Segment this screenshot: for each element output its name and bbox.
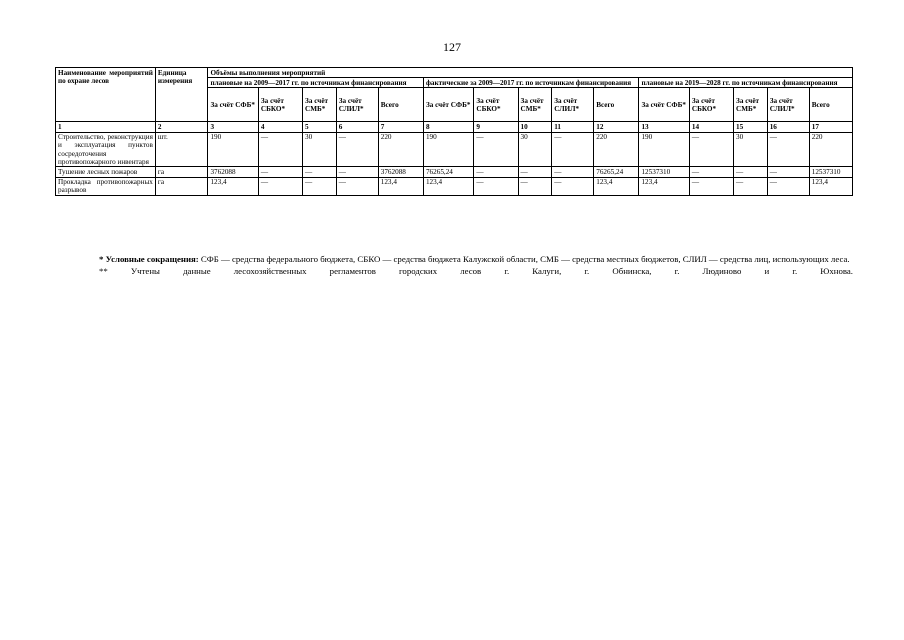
table-cell: — — [474, 132, 518, 167]
table-cell: 220 — [594, 132, 639, 167]
column-number: 11 — [552, 122, 594, 132]
group-header: плановые на 2009—2017 гг. по источникам финансирования — [208, 78, 424, 88]
table-cell: — — [258, 132, 302, 167]
sub-header: За счёт СФБ* — [639, 88, 689, 122]
sub-header: Всего — [809, 88, 852, 122]
column-number: 3 — [208, 122, 258, 132]
sub-header: За счёт СЛИЛ* — [767, 88, 809, 122]
row-name: Строительство, реконструкция и эксплуатация пунктов сосредоточения противопожарного инвентаря — [56, 132, 156, 167]
table-cell: 123,4 — [423, 177, 473, 195]
table-cell: 190 — [639, 132, 689, 167]
volumes-header: Объёмы выполнения мероприятий — [208, 68, 853, 78]
table-cell: 220 — [809, 132, 852, 167]
footnote-abbreviations-label: * Условные сокращения: — [99, 254, 199, 264]
table-cell: — — [303, 167, 337, 177]
table-cell: 123,4 — [378, 177, 423, 195]
table-cell: — — [767, 177, 809, 195]
table-cell: — — [518, 177, 552, 195]
col-name-header: Наименование мероприятий по охране лесов — [56, 68, 156, 122]
table-cell: 12537310 — [809, 167, 852, 177]
column-number: 4 — [258, 122, 302, 132]
column-number: 2 — [155, 122, 208, 132]
table-cell: — — [734, 167, 768, 177]
column-number: 12 — [594, 122, 639, 132]
column-number: 14 — [689, 122, 733, 132]
forest-protection-table — [55, 67, 853, 196]
table-cell: 190 — [208, 132, 258, 167]
table-cell: — — [303, 177, 337, 195]
table-cell: 30 — [518, 132, 552, 167]
table-cell: — — [689, 167, 733, 177]
table-cell: — — [552, 132, 594, 167]
column-number: 16 — [767, 122, 809, 132]
table-cell: — — [518, 167, 552, 177]
table-row — [56, 167, 853, 177]
table-cell: — — [336, 167, 378, 177]
footnotes — [55, 253, 853, 277]
row-name: Прокладка противопожарных разрывов — [56, 177, 156, 195]
sub-header: Всего — [378, 88, 423, 122]
sub-header: За счёт СМБ* — [734, 88, 768, 122]
table-cell: — — [552, 177, 594, 195]
table-cell: 3762088 — [208, 167, 258, 177]
sub-header: За счёт СФБ* — [423, 88, 473, 122]
table-cell: — — [474, 167, 518, 177]
table-cell: — — [336, 177, 378, 195]
sub-header: За счёт СФБ* — [208, 88, 258, 122]
table-cell: 30 — [303, 132, 337, 167]
table-cell: 123,4 — [639, 177, 689, 195]
table-cell: — — [689, 132, 733, 167]
footnote-regulations: ** Учтены данные лесохозяйственных регламентов городских лесов г. Калуги, г. Обнинска, г. Людиново и г. Юхнова. — [99, 266, 853, 276]
table-cell: 76265,24 — [423, 167, 473, 177]
group-header: плановые на 2019—2028 гг. по источникам финансирования — [639, 78, 853, 88]
table-cell: 190 — [423, 132, 473, 167]
sub-header: За счёт СБКО* — [474, 88, 518, 122]
row-unit: га — [155, 177, 208, 195]
table-cell: — — [336, 132, 378, 167]
column-number: 17 — [809, 122, 852, 132]
sub-header: За счёт СЛИЛ* — [552, 88, 594, 122]
column-number: 1 — [56, 122, 156, 132]
table-cell: 123,4 — [594, 177, 639, 195]
table-cell: 220 — [378, 132, 423, 167]
sub-header: За счёт СМБ* — [518, 88, 552, 122]
table-cell: — — [689, 177, 733, 195]
table-cell: — — [767, 132, 809, 167]
sub-header: Всего — [594, 88, 639, 122]
sub-header: За счёт СБКО* — [258, 88, 302, 122]
sub-header: За счёт СБКО* — [689, 88, 733, 122]
table-cell: — — [474, 177, 518, 195]
column-number: 7 — [378, 122, 423, 132]
table-cell: — — [258, 177, 302, 195]
table-cell: 76265,24 — [594, 167, 639, 177]
column-number: 13 — [639, 122, 689, 132]
footnote-abbreviations — [55, 253, 853, 265]
table-cell: 12537310 — [639, 167, 689, 177]
row-name: Тушение лесных пожаров — [56, 167, 156, 177]
page-number: 127 — [443, 40, 461, 54]
sub-header: За счёт СМБ* — [303, 88, 337, 122]
footnote-abbreviations-text: СФБ — средства федерального бюджета, СБКО — средства бюджета Калужской области, СМБ — средства местных бюджетов, СЛИЛ — средства лиц, использующих леса. — [198, 254, 850, 264]
table-cell: 123,4 — [208, 177, 258, 195]
column-number: 15 — [734, 122, 768, 132]
table-row — [56, 177, 853, 195]
table-cell: — — [552, 167, 594, 177]
sub-header: За счёт СЛИЛ* — [336, 88, 378, 122]
row-unit: шт. — [155, 132, 208, 167]
column-number: 5 — [303, 122, 337, 132]
table-cell: — — [258, 167, 302, 177]
col-unit-header: Единица измерения — [155, 68, 208, 122]
column-number: 9 — [474, 122, 518, 132]
table-row — [56, 132, 853, 167]
column-number: 10 — [518, 122, 552, 132]
table-cell: — — [767, 167, 809, 177]
group-header: фактические за 2009—2017 гг. по источникам финансирования — [423, 78, 639, 88]
table-cell: 123,4 — [809, 177, 852, 195]
column-number: 8 — [423, 122, 473, 132]
table-cell: — — [734, 177, 768, 195]
table-cell: 30 — [734, 132, 768, 167]
row-unit: га — [155, 167, 208, 177]
table-cell: 3762088 — [378, 167, 423, 177]
column-number: 6 — [336, 122, 378, 132]
